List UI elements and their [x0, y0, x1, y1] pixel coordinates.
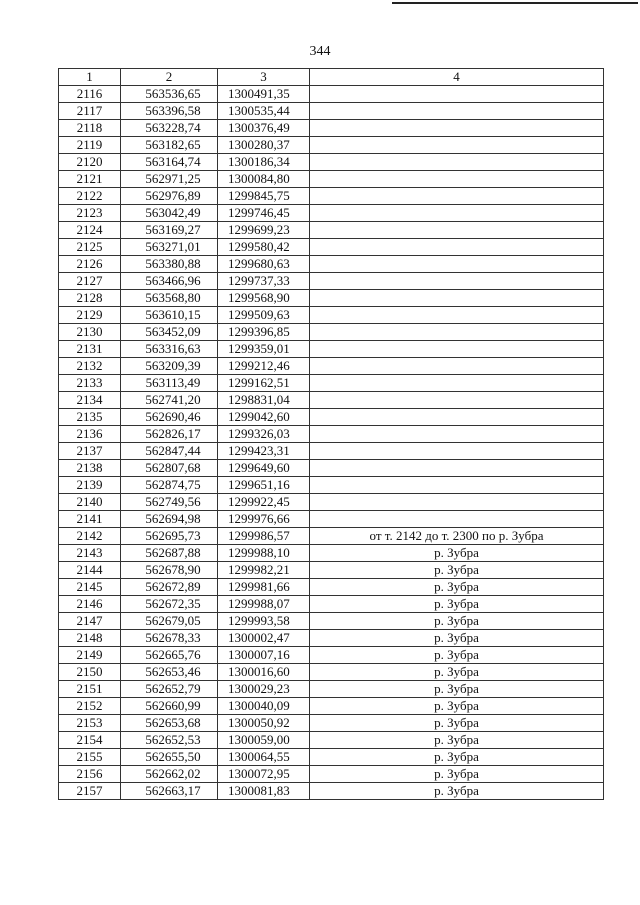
point-number-cell: 2133	[59, 375, 121, 392]
table-row	[59, 171, 604, 188]
x-coordinate-cell: 563042,49	[121, 205, 218, 222]
y-coordinate-cell: 1300059,00	[218, 732, 310, 749]
table-row	[59, 188, 604, 205]
x-coordinate-cell: 563164,74	[121, 154, 218, 171]
x-coordinate-cell: 563182,65	[121, 137, 218, 154]
header-col-3: 3	[218, 69, 310, 86]
x-coordinate-cell: 562652,53	[121, 732, 218, 749]
description-cell: р. Зубра	[310, 715, 604, 732]
point-number-cell: 2145	[59, 579, 121, 596]
x-coordinate-cell: 562847,44	[121, 443, 218, 460]
y-coordinate-cell: 1300535,44	[218, 103, 310, 120]
table-row	[59, 766, 604, 783]
x-coordinate-cell: 563610,15	[121, 307, 218, 324]
description-cell	[310, 86, 604, 103]
description-cell	[310, 103, 604, 120]
y-coordinate-cell: 1300040,09	[218, 698, 310, 715]
x-coordinate-cell: 563396,58	[121, 103, 218, 120]
table-row	[59, 732, 604, 749]
table-row	[59, 358, 604, 375]
description-cell: р. Зубра	[310, 698, 604, 715]
coordinates-table	[58, 68, 604, 800]
x-coordinate-cell: 562672,89	[121, 579, 218, 596]
table-row	[59, 443, 604, 460]
description-cell	[310, 171, 604, 188]
y-coordinate-cell: 1299982,21	[218, 562, 310, 579]
point-number-cell: 2124	[59, 222, 121, 239]
x-coordinate-cell: 562679,05	[121, 613, 218, 630]
page-number: 344	[309, 44, 331, 59]
description-cell: от т. 2142 до т. 2300 по р. Зубра	[310, 528, 604, 545]
description-cell: р. Зубра	[310, 664, 604, 681]
y-coordinate-cell: 1299651,16	[218, 477, 310, 494]
table-header-row	[59, 69, 604, 86]
table-row	[59, 103, 604, 120]
x-coordinate-cell: 562695,73	[121, 528, 218, 545]
point-number-cell: 2118	[59, 120, 121, 137]
description-cell	[310, 188, 604, 205]
description-cell: р. Зубра	[310, 783, 604, 800]
point-number-cell: 2140	[59, 494, 121, 511]
x-coordinate-cell: 562687,88	[121, 545, 218, 562]
x-coordinate-cell: 562653,46	[121, 664, 218, 681]
y-coordinate-cell: 1300280,37	[218, 137, 310, 154]
table-row	[59, 120, 604, 137]
table-row	[59, 681, 604, 698]
description-cell	[310, 273, 604, 290]
table-row	[59, 783, 604, 800]
table-row	[59, 613, 604, 630]
table-row	[59, 324, 604, 341]
point-number-cell: 2150	[59, 664, 121, 681]
y-coordinate-cell: 1299845,75	[218, 188, 310, 205]
table-row	[59, 307, 604, 324]
point-number-cell: 2146	[59, 596, 121, 613]
table-row	[59, 256, 604, 273]
table-row	[59, 205, 604, 222]
x-coordinate-cell: 562874,75	[121, 477, 218, 494]
x-coordinate-cell: 562678,90	[121, 562, 218, 579]
table-row	[59, 715, 604, 732]
scan-edge-line	[392, 2, 638, 4]
description-cell: р. Зубра	[310, 681, 604, 698]
x-coordinate-cell: 563536,65	[121, 86, 218, 103]
x-coordinate-cell: 562826,17	[121, 426, 218, 443]
table-row	[59, 596, 604, 613]
point-number-cell: 2134	[59, 392, 121, 409]
y-coordinate-cell: 1299359,01	[218, 341, 310, 358]
y-coordinate-cell: 1300491,35	[218, 86, 310, 103]
table-row	[59, 154, 604, 171]
table-row	[59, 647, 604, 664]
x-coordinate-cell: 562741,20	[121, 392, 218, 409]
y-coordinate-cell: 1300072,95	[218, 766, 310, 783]
header-col-1: 1	[59, 69, 121, 86]
point-number-cell: 2156	[59, 766, 121, 783]
point-number-cell: 2116	[59, 86, 121, 103]
y-coordinate-cell: 1298831,04	[218, 392, 310, 409]
point-number-cell: 2136	[59, 426, 121, 443]
y-coordinate-cell: 1300007,16	[218, 647, 310, 664]
x-coordinate-cell: 562662,02	[121, 766, 218, 783]
x-coordinate-cell: 562749,56	[121, 494, 218, 511]
description-cell	[310, 392, 604, 409]
y-coordinate-cell: 1299680,63	[218, 256, 310, 273]
description-cell	[310, 477, 604, 494]
point-number-cell: 2125	[59, 239, 121, 256]
y-coordinate-cell: 1299042,60	[218, 409, 310, 426]
y-coordinate-cell: 1300002,47	[218, 630, 310, 647]
point-number-cell: 2122	[59, 188, 121, 205]
point-number-cell: 2151	[59, 681, 121, 698]
x-coordinate-cell: 562655,50	[121, 749, 218, 766]
x-coordinate-cell: 562678,33	[121, 630, 218, 647]
description-cell: р. Зубра	[310, 562, 604, 579]
x-coordinate-cell: 562690,46	[121, 409, 218, 426]
x-coordinate-cell: 563169,27	[121, 222, 218, 239]
description-cell: р. Зубра	[310, 749, 604, 766]
y-coordinate-cell: 1299212,46	[218, 358, 310, 375]
y-coordinate-cell: 1299976,66	[218, 511, 310, 528]
y-coordinate-cell: 1299993,58	[218, 613, 310, 630]
point-number-cell: 2142	[59, 528, 121, 545]
description-cell	[310, 426, 604, 443]
x-coordinate-cell: 563452,09	[121, 324, 218, 341]
description-cell: р. Зубра	[310, 630, 604, 647]
x-coordinate-cell: 562971,25	[121, 171, 218, 188]
y-coordinate-cell: 1299988,07	[218, 596, 310, 613]
description-cell	[310, 137, 604, 154]
description-cell	[310, 290, 604, 307]
y-coordinate-cell: 1299162,51	[218, 375, 310, 392]
table-row	[59, 477, 604, 494]
table-body	[59, 86, 604, 800]
table-row	[59, 528, 604, 545]
table-row	[59, 409, 604, 426]
y-coordinate-cell: 1300186,34	[218, 154, 310, 171]
point-number-cell: 2153	[59, 715, 121, 732]
point-number-cell: 2149	[59, 647, 121, 664]
point-number-cell: 2144	[59, 562, 121, 579]
point-number-cell: 2148	[59, 630, 121, 647]
point-number-cell: 2119	[59, 137, 121, 154]
x-coordinate-cell: 562660,99	[121, 698, 218, 715]
y-coordinate-cell: 1299737,33	[218, 273, 310, 290]
y-coordinate-cell: 1299326,03	[218, 426, 310, 443]
description-cell: р. Зубра	[310, 766, 604, 783]
x-coordinate-cell: 563568,80	[121, 290, 218, 307]
x-coordinate-cell: 563271,01	[121, 239, 218, 256]
table-row	[59, 579, 604, 596]
point-number-cell: 2157	[59, 783, 121, 800]
table-row	[59, 392, 604, 409]
x-coordinate-cell: 562976,89	[121, 188, 218, 205]
table-row	[59, 494, 604, 511]
point-number-cell: 2121	[59, 171, 121, 188]
table-row	[59, 460, 604, 477]
header-col-2: 2	[121, 69, 218, 86]
point-number-cell: 2129	[59, 307, 121, 324]
table-row	[59, 239, 604, 256]
description-cell: р. Зубра	[310, 647, 604, 664]
x-coordinate-cell: 562652,79	[121, 681, 218, 698]
description-cell	[310, 256, 604, 273]
y-coordinate-cell: 1299988,10	[218, 545, 310, 562]
x-coordinate-cell: 562807,68	[121, 460, 218, 477]
y-coordinate-cell: 1299922,45	[218, 494, 310, 511]
x-coordinate-cell: 562653,68	[121, 715, 218, 732]
header-col-4: 4	[310, 69, 604, 86]
table-row	[59, 222, 604, 239]
point-number-cell: 2135	[59, 409, 121, 426]
point-number-cell: 2120	[59, 154, 121, 171]
description-cell	[310, 409, 604, 426]
table-row	[59, 426, 604, 443]
point-number-cell: 2154	[59, 732, 121, 749]
description-cell: р. Зубра	[310, 596, 604, 613]
point-number-cell: 2141	[59, 511, 121, 528]
x-coordinate-cell: 562663,17	[121, 783, 218, 800]
point-number-cell: 2155	[59, 749, 121, 766]
x-coordinate-cell: 563209,39	[121, 358, 218, 375]
description-cell: р. Зубра	[310, 613, 604, 630]
y-coordinate-cell: 1300084,80	[218, 171, 310, 188]
table-row	[59, 86, 604, 103]
y-coordinate-cell: 1300050,92	[218, 715, 310, 732]
table-row	[59, 664, 604, 681]
description-cell	[310, 375, 604, 392]
y-coordinate-cell: 1299746,45	[218, 205, 310, 222]
y-coordinate-cell: 1299423,31	[218, 443, 310, 460]
y-coordinate-cell: 1300081,83	[218, 783, 310, 800]
description-cell	[310, 460, 604, 477]
x-coordinate-cell: 562672,35	[121, 596, 218, 613]
table-row	[59, 341, 604, 358]
description-cell: р. Зубра	[310, 545, 604, 562]
description-cell	[310, 443, 604, 460]
y-coordinate-cell: 1300029,23	[218, 681, 310, 698]
y-coordinate-cell: 1299580,42	[218, 239, 310, 256]
y-coordinate-cell: 1299568,90	[218, 290, 310, 307]
description-cell	[310, 222, 604, 239]
point-number-cell: 2139	[59, 477, 121, 494]
y-coordinate-cell: 1300064,55	[218, 749, 310, 766]
point-number-cell: 2128	[59, 290, 121, 307]
point-number-cell: 2147	[59, 613, 121, 630]
description-cell	[310, 358, 604, 375]
y-coordinate-cell: 1299509,63	[218, 307, 310, 324]
description-cell: р. Зубра	[310, 732, 604, 749]
y-coordinate-cell: 1299981,66	[218, 579, 310, 596]
y-coordinate-cell: 1299986,57	[218, 528, 310, 545]
x-coordinate-cell: 563380,88	[121, 256, 218, 273]
y-coordinate-cell: 1300016,60	[218, 664, 310, 681]
description-cell	[310, 511, 604, 528]
point-number-cell: 2130	[59, 324, 121, 341]
description-cell	[310, 494, 604, 511]
table-row	[59, 749, 604, 766]
point-number-cell: 2127	[59, 273, 121, 290]
description-cell	[310, 120, 604, 137]
y-coordinate-cell: 1300376,49	[218, 120, 310, 137]
description-cell	[310, 205, 604, 222]
x-coordinate-cell: 563228,74	[121, 120, 218, 137]
description-cell	[310, 324, 604, 341]
y-coordinate-cell: 1299699,23	[218, 222, 310, 239]
point-number-cell: 2137	[59, 443, 121, 460]
point-number-cell: 2123	[59, 205, 121, 222]
x-coordinate-cell: 563113,49	[121, 375, 218, 392]
x-coordinate-cell: 563466,96	[121, 273, 218, 290]
description-cell	[310, 239, 604, 256]
table-row	[59, 375, 604, 392]
point-number-cell: 2138	[59, 460, 121, 477]
description-cell	[310, 154, 604, 171]
point-number-cell: 2131	[59, 341, 121, 358]
description-cell	[310, 341, 604, 358]
point-number-cell: 2152	[59, 698, 121, 715]
table-row	[59, 545, 604, 562]
description-cell: р. Зубра	[310, 579, 604, 596]
point-number-cell: 2132	[59, 358, 121, 375]
table-row	[59, 511, 604, 528]
x-coordinate-cell: 562694,98	[121, 511, 218, 528]
y-coordinate-cell: 1299396,85	[218, 324, 310, 341]
table-row	[59, 630, 604, 647]
point-number-cell: 2126	[59, 256, 121, 273]
x-coordinate-cell: 562665,76	[121, 647, 218, 664]
table-row	[59, 290, 604, 307]
y-coordinate-cell: 1299649,60	[218, 460, 310, 477]
table-row	[59, 698, 604, 715]
point-number-cell: 2117	[59, 103, 121, 120]
table-row	[59, 137, 604, 154]
table-row	[59, 562, 604, 579]
point-number-cell: 2143	[59, 545, 121, 562]
description-cell	[310, 307, 604, 324]
x-coordinate-cell: 563316,63	[121, 341, 218, 358]
table-row	[59, 273, 604, 290]
